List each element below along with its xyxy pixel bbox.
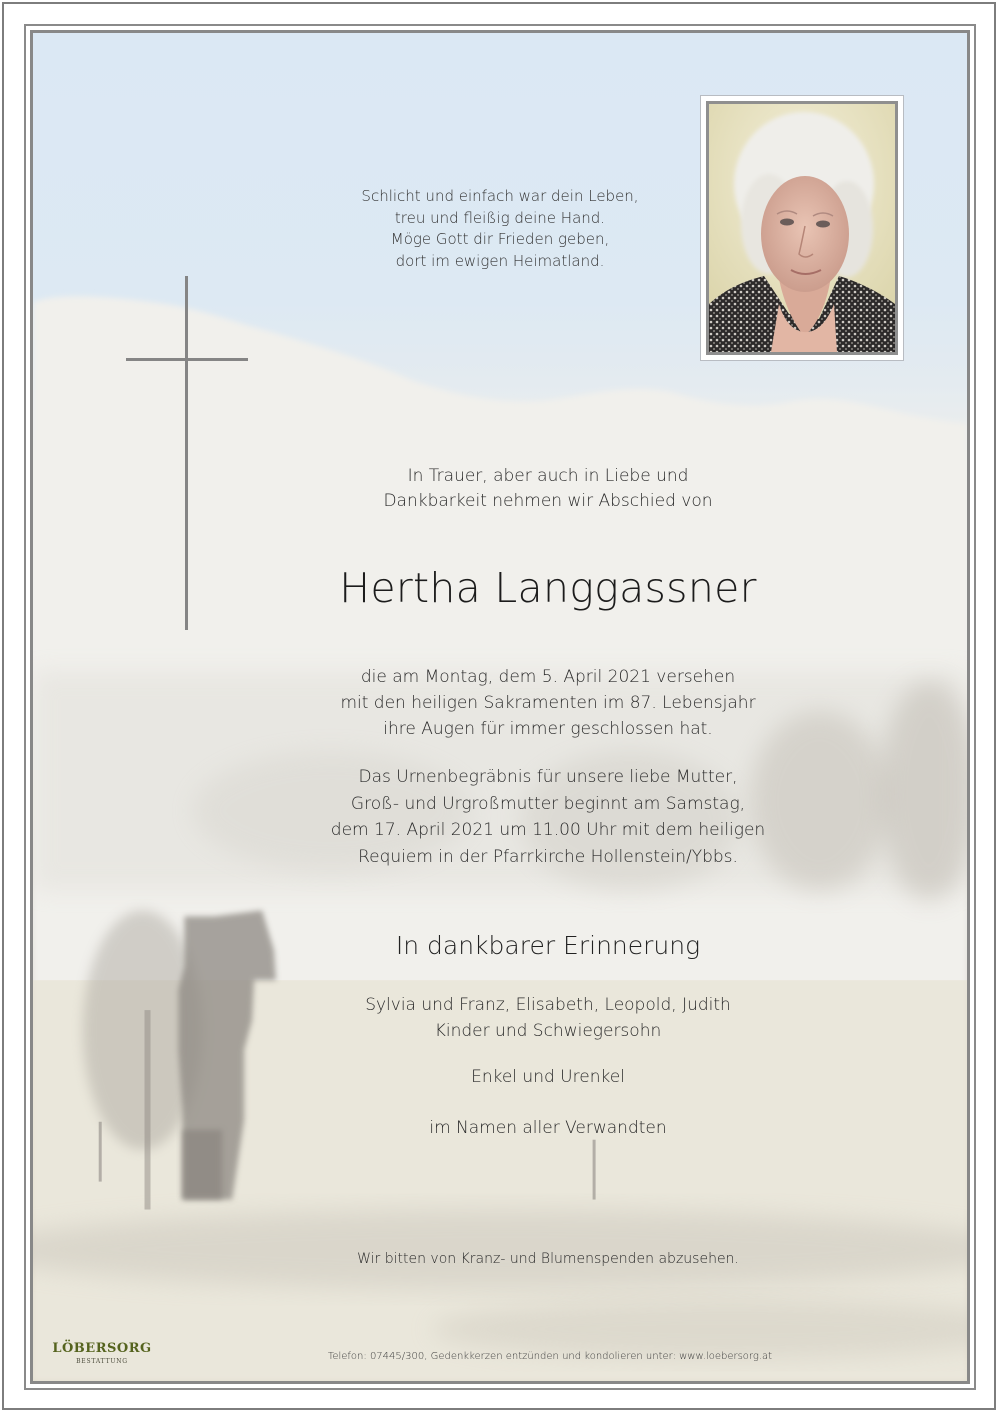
footer-contact-info: Telefon: 07445/300, Gedenkkerzen entzünden und kondolieren unter: www.loebersorg.at bbox=[327, 1351, 773, 1362]
funeral-line: Groß- und Urgroßmutter beginnt am Samstag, bbox=[350, 793, 746, 814]
poem-line: Schlicht und einfach war dein Leben, bbox=[361, 187, 639, 205]
funeral-home-logo bbox=[52, 1341, 152, 1367]
poem-verse bbox=[320, 186, 680, 272]
logo-subtitle: BESTATTUNG bbox=[76, 1358, 128, 1365]
poem-line: dort im ewigen Heimatland. bbox=[395, 251, 605, 270]
family-line: Sylvia und Franz, Elisabeth, Leopold, Judith bbox=[365, 995, 731, 1015]
relatives-line: im Namen aller Verwandten bbox=[429, 1118, 667, 1138]
portrait-photo bbox=[706, 101, 898, 355]
intro-line: In Trauer, aber auch in Liebe und bbox=[407, 466, 689, 486]
poem-line: treu und fleißig deine Hand. bbox=[394, 208, 606, 227]
portrait-photo-frame bbox=[700, 95, 904, 361]
memory-heading: In dankbarer Erinnerung bbox=[395, 931, 701, 960]
intro-line: Dankbarkeit nehmen wir Abschied von bbox=[383, 491, 713, 511]
details-line: die am Montag, dem 5. April 2021 versehen bbox=[360, 667, 736, 687]
deceased-name: Hertha Langgassner bbox=[339, 564, 757, 612]
portrait-image bbox=[709, 104, 895, 352]
grandchildren-line: Enkel und Urenkel bbox=[471, 1067, 625, 1087]
no-flowers-notice: Wir bitten von Kranz- und Blumenspenden abzusehen. bbox=[357, 1251, 739, 1267]
death-details bbox=[250, 664, 846, 742]
cross-icon-vertical bbox=[185, 276, 188, 630]
funeral-line: Das Urnenbegräbnis für unsere liebe Mutter, bbox=[358, 767, 738, 787]
intro-text bbox=[300, 464, 796, 514]
cross-icon-horizontal bbox=[126, 358, 248, 361]
poem-line: Möge Gott dir Frieden geben, bbox=[390, 230, 610, 248]
logo-wordmark: LÖBERSORG bbox=[52, 1341, 152, 1356]
funeral-line: Requiem in der Pfarrkirche Hollenstein/Ybbs. bbox=[358, 846, 738, 867]
family-list bbox=[250, 992, 846, 1044]
funeral-details bbox=[250, 764, 846, 870]
details-line: mit den heiligen Sakramenten im 87. Lebensjahr bbox=[340, 693, 756, 713]
funeral-line: dem 17. April 2021 um 11.00 Uhr mit dem heiligen bbox=[330, 820, 766, 840]
family-line: Kinder und Schwiegersohn bbox=[434, 1021, 662, 1041]
details-line: ihre Augen für immer geschlossen hat. bbox=[383, 719, 713, 739]
